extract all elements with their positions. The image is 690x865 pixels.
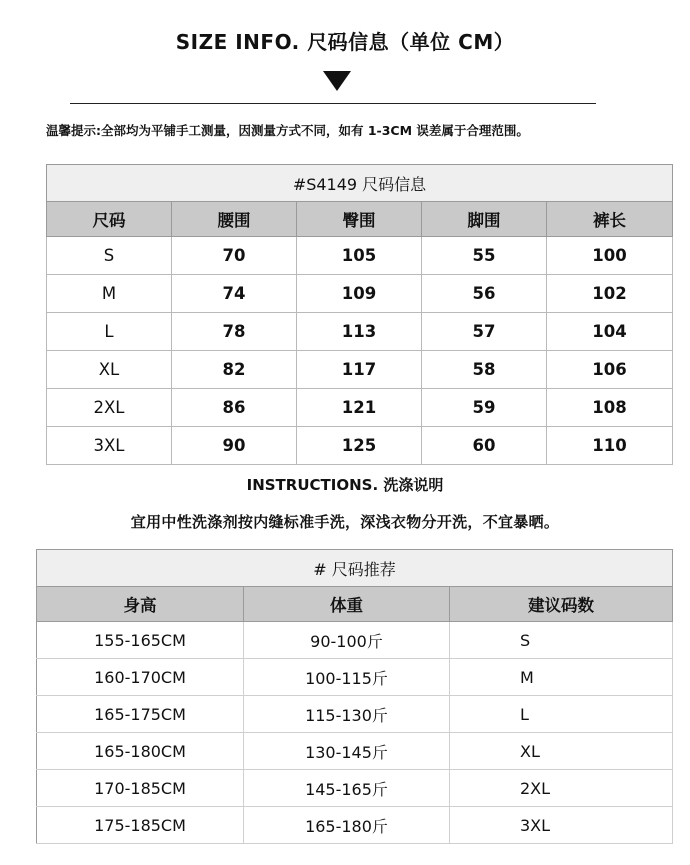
table-cell: 110 bbox=[547, 427, 673, 465]
table-cell: 117 bbox=[297, 351, 422, 389]
size-cell: 3XL bbox=[47, 427, 172, 465]
table-cell: 104 bbox=[547, 313, 673, 351]
column-header: 脚围 bbox=[422, 202, 547, 237]
table-cell: 102 bbox=[547, 275, 673, 313]
table-row bbox=[37, 807, 673, 844]
table-cell: 100 bbox=[547, 237, 673, 275]
size-cell: XL bbox=[450, 733, 673, 770]
table-row bbox=[37, 770, 673, 807]
down-triangle-icon bbox=[323, 71, 351, 91]
table-cell: 121 bbox=[297, 389, 422, 427]
height-cell: 165-180CM bbox=[37, 733, 244, 770]
size-info-table bbox=[46, 164, 673, 465]
table-row bbox=[47, 389, 673, 427]
height-cell: 155-165CM bbox=[37, 622, 244, 659]
table-cell: 55 bbox=[422, 237, 547, 275]
table-cell: 58 bbox=[422, 351, 547, 389]
divider bbox=[70, 103, 596, 104]
page-title: SIZE INFO. 尺码信息（单位 CM） bbox=[175, 30, 515, 54]
table-cell: 113 bbox=[297, 313, 422, 351]
weight-cell: 165-180斤 bbox=[244, 807, 450, 844]
weight-cell: 115-130斤 bbox=[244, 696, 450, 733]
instructions-text: 宜用中性洗涤剂按内缝标准手洗，深浅衣物分开洗，不宜暴晒。 bbox=[130, 513, 560, 531]
measurement-notice: 温馨提示:全部均为平铺手工测量，因测量方式不同，如有 1-3CM 误差属于合理范围。 bbox=[46, 123, 529, 138]
column-header: 建议码数 bbox=[450, 587, 673, 622]
size-cell: 3XL bbox=[450, 807, 673, 844]
table-cell: 56 bbox=[422, 275, 547, 313]
size-cell: 2XL bbox=[450, 770, 673, 807]
recommend-table-caption: # 尺码推荐 bbox=[37, 550, 673, 587]
weight-cell: 90-100斤 bbox=[244, 622, 450, 659]
table-cell: 57 bbox=[422, 313, 547, 351]
table-cell: 59 bbox=[422, 389, 547, 427]
table-cell: 78 bbox=[172, 313, 297, 351]
table-cell: 105 bbox=[297, 237, 422, 275]
size-recommend-table bbox=[36, 549, 673, 844]
size-cell: S bbox=[450, 622, 673, 659]
size-cell: XL bbox=[47, 351, 172, 389]
column-header: 腰围 bbox=[172, 202, 297, 237]
table-cell: 90 bbox=[172, 427, 297, 465]
table-row bbox=[47, 351, 673, 389]
table-row bbox=[47, 237, 673, 275]
weight-cell: 130-145斤 bbox=[244, 733, 450, 770]
size-cell: M bbox=[450, 659, 673, 696]
size-cell: L bbox=[47, 313, 172, 351]
table-cell: 60 bbox=[422, 427, 547, 465]
table-cell: 86 bbox=[172, 389, 297, 427]
column-header: 裤长 bbox=[547, 202, 673, 237]
size-cell: S bbox=[47, 237, 172, 275]
table-row bbox=[47, 275, 673, 313]
size-cell: L bbox=[450, 696, 673, 733]
table-row bbox=[47, 313, 673, 351]
weight-cell: 100-115斤 bbox=[244, 659, 450, 696]
instructions-title: INSTRUCTIONS. 洗涤说明 bbox=[246, 476, 444, 494]
table-row bbox=[37, 696, 673, 733]
table-cell: 106 bbox=[547, 351, 673, 389]
column-header: 臀围 bbox=[297, 202, 422, 237]
table-cell: 109 bbox=[297, 275, 422, 313]
weight-cell: 145-165斤 bbox=[244, 770, 450, 807]
height-cell: 165-175CM bbox=[37, 696, 244, 733]
height-cell: 170-185CM bbox=[37, 770, 244, 807]
table-cell: 125 bbox=[297, 427, 422, 465]
height-cell: 160-170CM bbox=[37, 659, 244, 696]
table-cell: 74 bbox=[172, 275, 297, 313]
column-header: 身高 bbox=[37, 587, 244, 622]
size-cell: 2XL bbox=[47, 389, 172, 427]
table-row bbox=[37, 733, 673, 770]
recommend-table-header bbox=[37, 587, 673, 622]
table-cell: 108 bbox=[547, 389, 673, 427]
table-row bbox=[37, 622, 673, 659]
table-row bbox=[47, 427, 673, 465]
column-header: 体重 bbox=[244, 587, 450, 622]
table-cell: 70 bbox=[172, 237, 297, 275]
height-cell: 175-185CM bbox=[37, 807, 244, 844]
table-row bbox=[37, 659, 673, 696]
table-cell: 82 bbox=[172, 351, 297, 389]
column-header: 尺码 bbox=[47, 202, 172, 237]
size-cell: M bbox=[47, 275, 172, 313]
size-table-header bbox=[47, 202, 673, 237]
size-table-caption: #S4149 尺码信息 bbox=[47, 165, 673, 202]
